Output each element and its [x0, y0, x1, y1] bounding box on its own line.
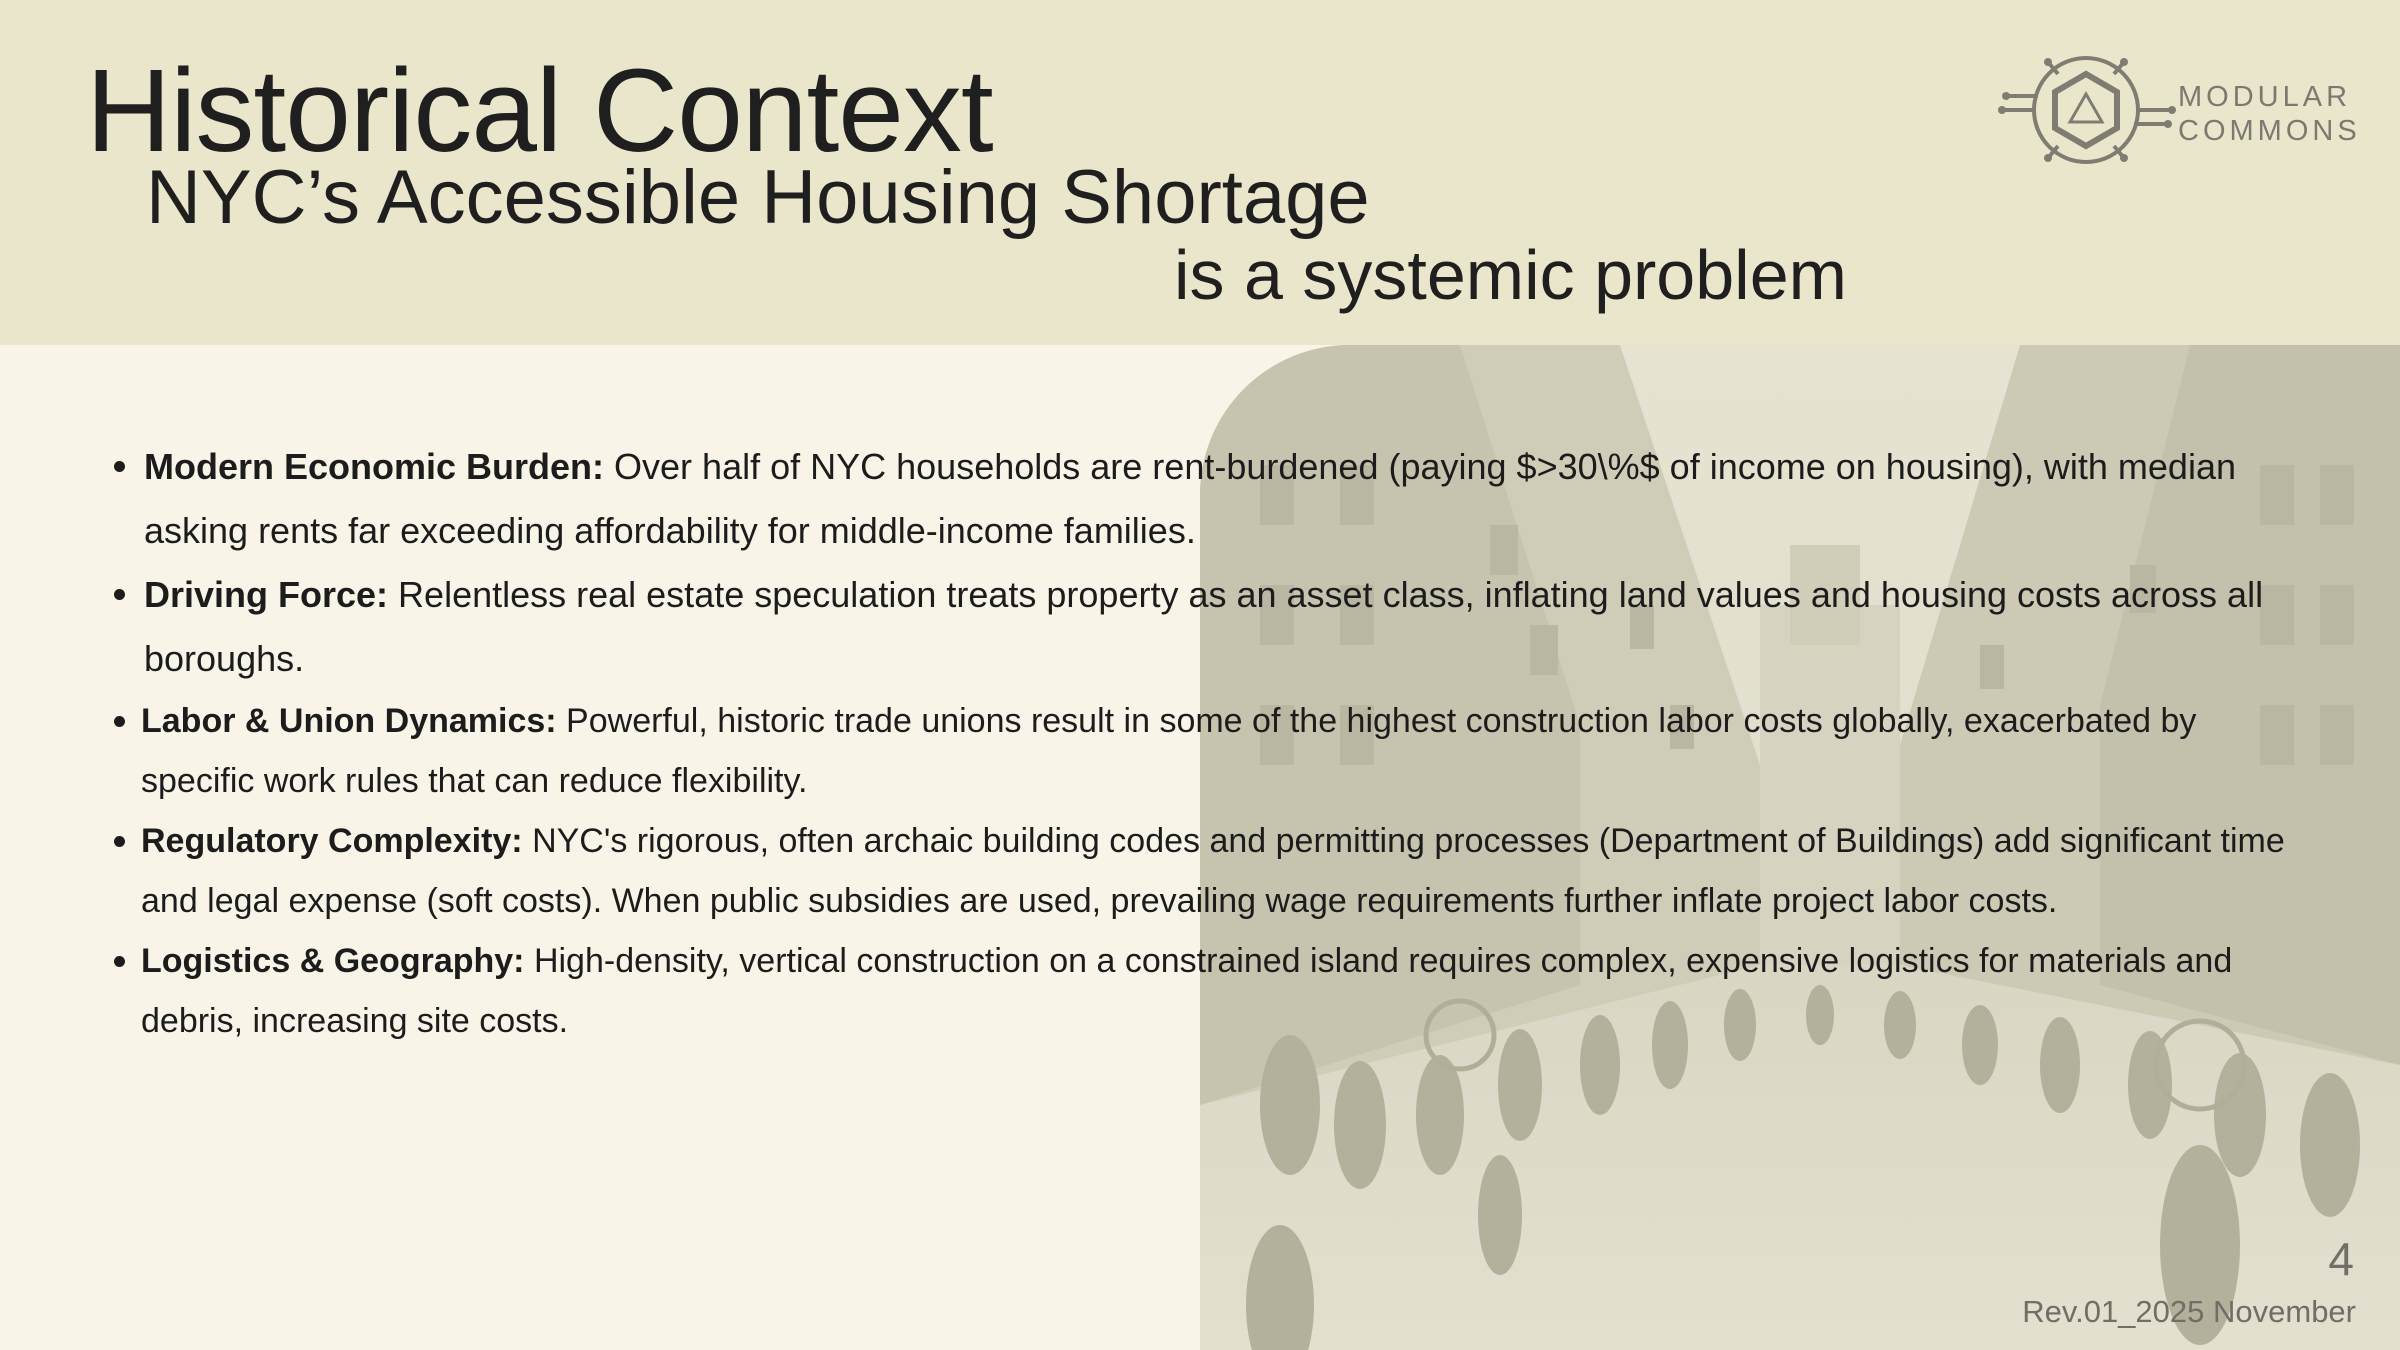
brand-logo: [1996, 40, 2361, 180]
bullet-text: High-density, vertical construction on a constrained island requires complex, expensive logistics for materials and debris, increasing site costs.: [141, 942, 2233, 1040]
bullet-labor-union: [100, 691, 2300, 811]
bullet-driving-force: [100, 563, 2300, 691]
bullet-regulatory: [100, 811, 2300, 931]
page-subtitle: NYC’s Accessible Housing Shortage: [146, 155, 1370, 240]
page-title: Historical Context: [86, 45, 993, 177]
bullet-label: Logistics & Geography:: [141, 942, 525, 980]
brand-line-1: MODULAR: [2178, 81, 2352, 113]
brand-wordmark: [2178, 80, 2361, 148]
page-subtitle-line2: is a systemic problem: [1174, 236, 1847, 314]
page-number: 4: [2328, 1233, 2354, 1285]
bullet-label: Labor & Union Dynamics:: [141, 702, 557, 740]
bullet-label: Regulatory Complexity:: [141, 822, 523, 860]
circuit-hexagon-triangle-icon: [1996, 40, 2176, 180]
bullet-label: Driving Force:: [144, 574, 389, 615]
bullet-list: [100, 435, 2300, 1051]
brand-line-2: COMMONS: [2178, 115, 2361, 147]
bullet-logistics: [100, 931, 2300, 1051]
bullet-text: Over half of NYC households are rent-burdened (paying $>30\%$ of income on housing), with median asking rents far exceeding affordability for middle-income families.: [144, 446, 2236, 551]
bullet-label: Modern Economic Burden:: [144, 446, 605, 487]
bullet-text: NYC's rigorous, often archaic building codes and permitting processes (Department of Buildings) add significant time and legal expense (soft costs). When public subsidies are used, prevailing wage requirements further inflate project labor costs.: [141, 822, 2285, 920]
bullet-text: Relentless real estate speculation treats property as an asset class, inflating land values and housing costs across all boroughs.: [144, 574, 2264, 679]
revision-label: Rev.01_2025 November: [2022, 1294, 2356, 1329]
bullet-text: Powerful, historic trade unions result in some of the highest construction labor costs globally, exacerbated by specific work rules that can reduce flexibility.: [141, 702, 2197, 800]
bullet-economic-burden: [100, 435, 2300, 563]
